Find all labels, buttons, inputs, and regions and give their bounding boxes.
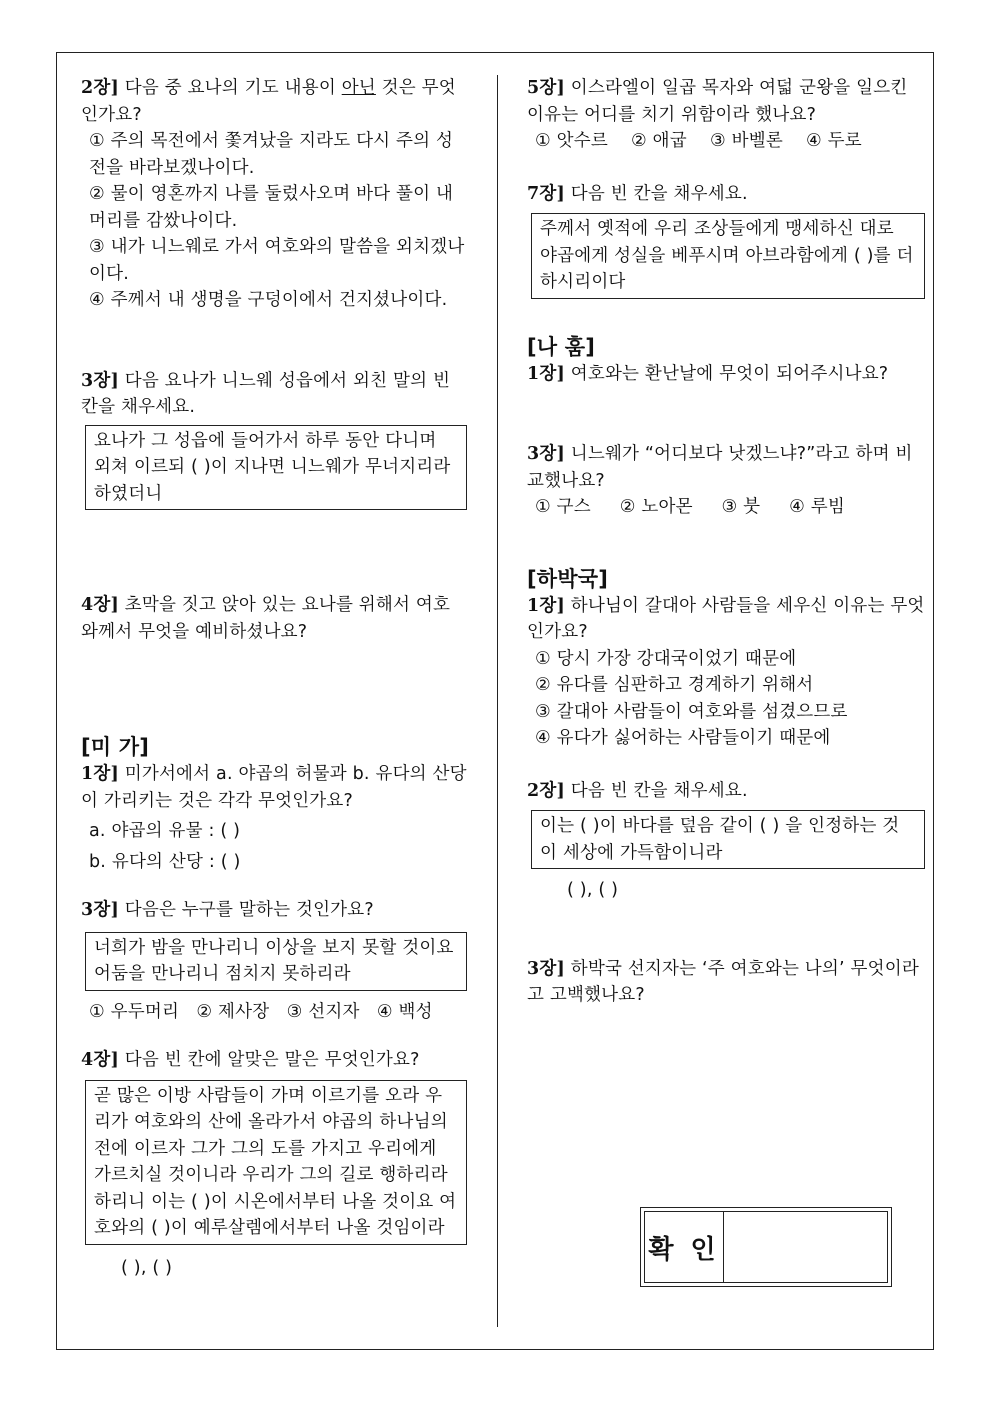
question-nahum-3 [527, 441, 925, 521]
quote-box: 너희가 밤을 만나리니 이상을 보지 못할 것이요 어둠을 만나리니 점치지 못하리라 [85, 932, 467, 991]
section-title-habakkuk: [하박국] [527, 566, 609, 591]
answer-line: ( ), ( ) [121, 1257, 173, 1278]
option-4: ④ 루빔 [789, 497, 845, 517]
confirm-label: 확 인 [645, 1212, 724, 1282]
section-title-micah: [미 가] [81, 735, 150, 759]
options-row [81, 999, 467, 1026]
question-micah-1 [81, 761, 467, 875]
right-column [527, 75, 925, 1009]
option-3: ③ 바벨론 [709, 131, 783, 151]
question-habakkuk-3 [527, 956, 925, 1009]
question-habakkuk-1 [527, 593, 925, 752]
question-micah-3 [81, 897, 467, 1025]
question-text: 초막을 짓고 앉아 있는 요나를 위해서 여호와께서 무엇을 예비하셨나요? [81, 595, 451, 642]
question-text: 다음 빈 칸을 채우세요. [570, 183, 748, 204]
column-divider [497, 75, 498, 1327]
question-jonah-2 [81, 75, 467, 314]
question-number: 2장] [527, 780, 565, 801]
question-number: 3장] [81, 900, 119, 920]
confirm-box [640, 1207, 892, 1287]
fill-in-box: 요나가 그 성읍에 들어가서 하루 동안 다니며 외쳐 이르되 ( )이 지나면 니느웨가 무너지리라 하였더니 [85, 425, 467, 511]
left-column [81, 75, 467, 1281]
option-4: ④ 주께서 내 생명을 구덩이에서 건지셨나이다. [89, 290, 448, 310]
option-2: ② 노아몬 [619, 497, 693, 517]
question-micah-7 [527, 181, 925, 299]
answer-b: b. 유다의 산당 : ( ) [89, 851, 241, 872]
question-number: 4장] [81, 595, 119, 615]
question-number: 3장] [527, 958, 565, 979]
question-jonah-4 [81, 592, 467, 645]
fill-in-box: 주께서 옛적에 우리 조상들에게 맹세하신 대로 야곱에게 성실을 베푸시며 아브라함에게 ( )를 더하시리이다 [531, 213, 925, 299]
question-text: 다음 빈 칸에 알맞은 말은 무엇인가요? [124, 1050, 420, 1070]
option-1: ① 우두머리 [89, 1001, 180, 1022]
question-number: 5장] [527, 78, 565, 98]
option-2: ② 제사장 [196, 1001, 270, 1022]
question-number: 1장] [81, 764, 119, 784]
question-text: 하나님이 갈대아 사람들을 세우신 이유는 무엇인가요? [527, 595, 925, 642]
question-text: 다음 중 요나의 기도 내용이 [124, 78, 342, 98]
question-number: 3장] [81, 370, 119, 391]
question-text: 미가서에서 a. 야곱의 허물과 b. 유다의 산당이 가리키는 것은 각각 무엇인가요? [81, 764, 467, 811]
question-number: 4장] [81, 1050, 119, 1070]
option-1: ① 당시 가장 강대국이었기 때문에 [535, 648, 797, 669]
option-1: ① 주의 목전에서 쫓겨났을 지라도 다시 주의 성전을 바라보겠나이다. [89, 131, 454, 178]
question-text: 이스라엘이 일곱 목자와 여덟 군왕을 일으킨 이유는 어디를 치기 위함이라 했나요? [527, 78, 908, 125]
option-3: ③ 선지자 [286, 1001, 360, 1022]
question-jonah-3 [81, 368, 467, 511]
question-number: 2장] [81, 78, 119, 98]
option-4: ④ 백성 [376, 1001, 433, 1022]
option-1: ① 앗수르 [535, 131, 608, 151]
options-row [527, 128, 925, 155]
question-text-end: 것은 무엇인가요? [81, 78, 456, 125]
option-4: ④ 두로 [806, 131, 862, 151]
option-4: ④ 유다가 싫어하는 사람들이기 때문에 [535, 728, 831, 748]
options-row [527, 494, 925, 521]
question-number: 3장] [527, 444, 565, 464]
section-title-nahum: [나 훔] [527, 334, 596, 359]
question-micah-4 [81, 1047, 467, 1281]
answer-line: ( ), ( ) [567, 880, 619, 900]
question-habakkuk-2 [527, 778, 925, 904]
question-nahum-1 [527, 361, 925, 388]
question-text: 다음 빈 칸을 채우세요. [570, 780, 748, 801]
confirm-signature-cell[interactable] [724, 1212, 887, 1282]
question-number: 1장] [527, 595, 565, 616]
option-2: ② 애굽 [631, 131, 687, 151]
question-text: 다음은 누구를 말하는 것인가요? [124, 900, 374, 920]
question-micah-5 [527, 75, 925, 155]
fill-in-box: 곧 많은 이방 사람들이 가며 이르기를 오라 우리가 여호와의 산에 올라가서 야곱의 하나님의 전에 이르자 그가 그의 도를 가지고 우리에게 가르치실 것이니라 우리가 그의 길로 행하리라 하리니 이는 ( )이 시온에서부터 나올 것이요 여호와의 ( )이 예루살렘에서부터 나올 것임이라 [85, 1080, 467, 1245]
option-3: ③ 붓 [721, 497, 761, 517]
underlined-word: 아닌 [341, 78, 376, 98]
answer-a: a. 야곱의 유물 : ( ) [89, 821, 241, 841]
option-2: ② 물이 영혼까지 나를 둘렀사오며 바다 풀이 내 머리를 감쌌나이다. [89, 184, 454, 231]
option-3: ③ 갈대아 사람들이 여호와를 섬겼으므로 [535, 701, 848, 722]
question-number: 7장] [527, 183, 565, 204]
question-text: 다음 요나가 니느웨 성읍에서 외친 말의 빈 칸을 채우세요. [81, 370, 451, 417]
option-3: ③ 내가 니느웨로 가서 여호와의 말씀을 외치겠나이다. [89, 237, 465, 284]
option-1: ① 구스 [535, 497, 591, 517]
fill-in-box: 이는 ( )이 바다를 덮음 같이 ( ) 을 인정하는 것이 세상에 가득함이니라 [531, 810, 925, 869]
question-text: 하박국 선지자는 ‘주 여호와는 나의’ 무엇이라고 고백했나요? [527, 958, 919, 1005]
worksheet-page [56, 52, 934, 1350]
question-number: 1장] [527, 363, 565, 384]
option-2: ② 유다를 심판하고 경계하기 위해서 [535, 675, 814, 695]
question-text: 니느웨가 “어디보다 낫겠느냐?”라고 하며 비교했나요? [527, 444, 913, 491]
question-text: 여호와는 환난날에 무엇이 되어주시나요? [570, 363, 889, 384]
